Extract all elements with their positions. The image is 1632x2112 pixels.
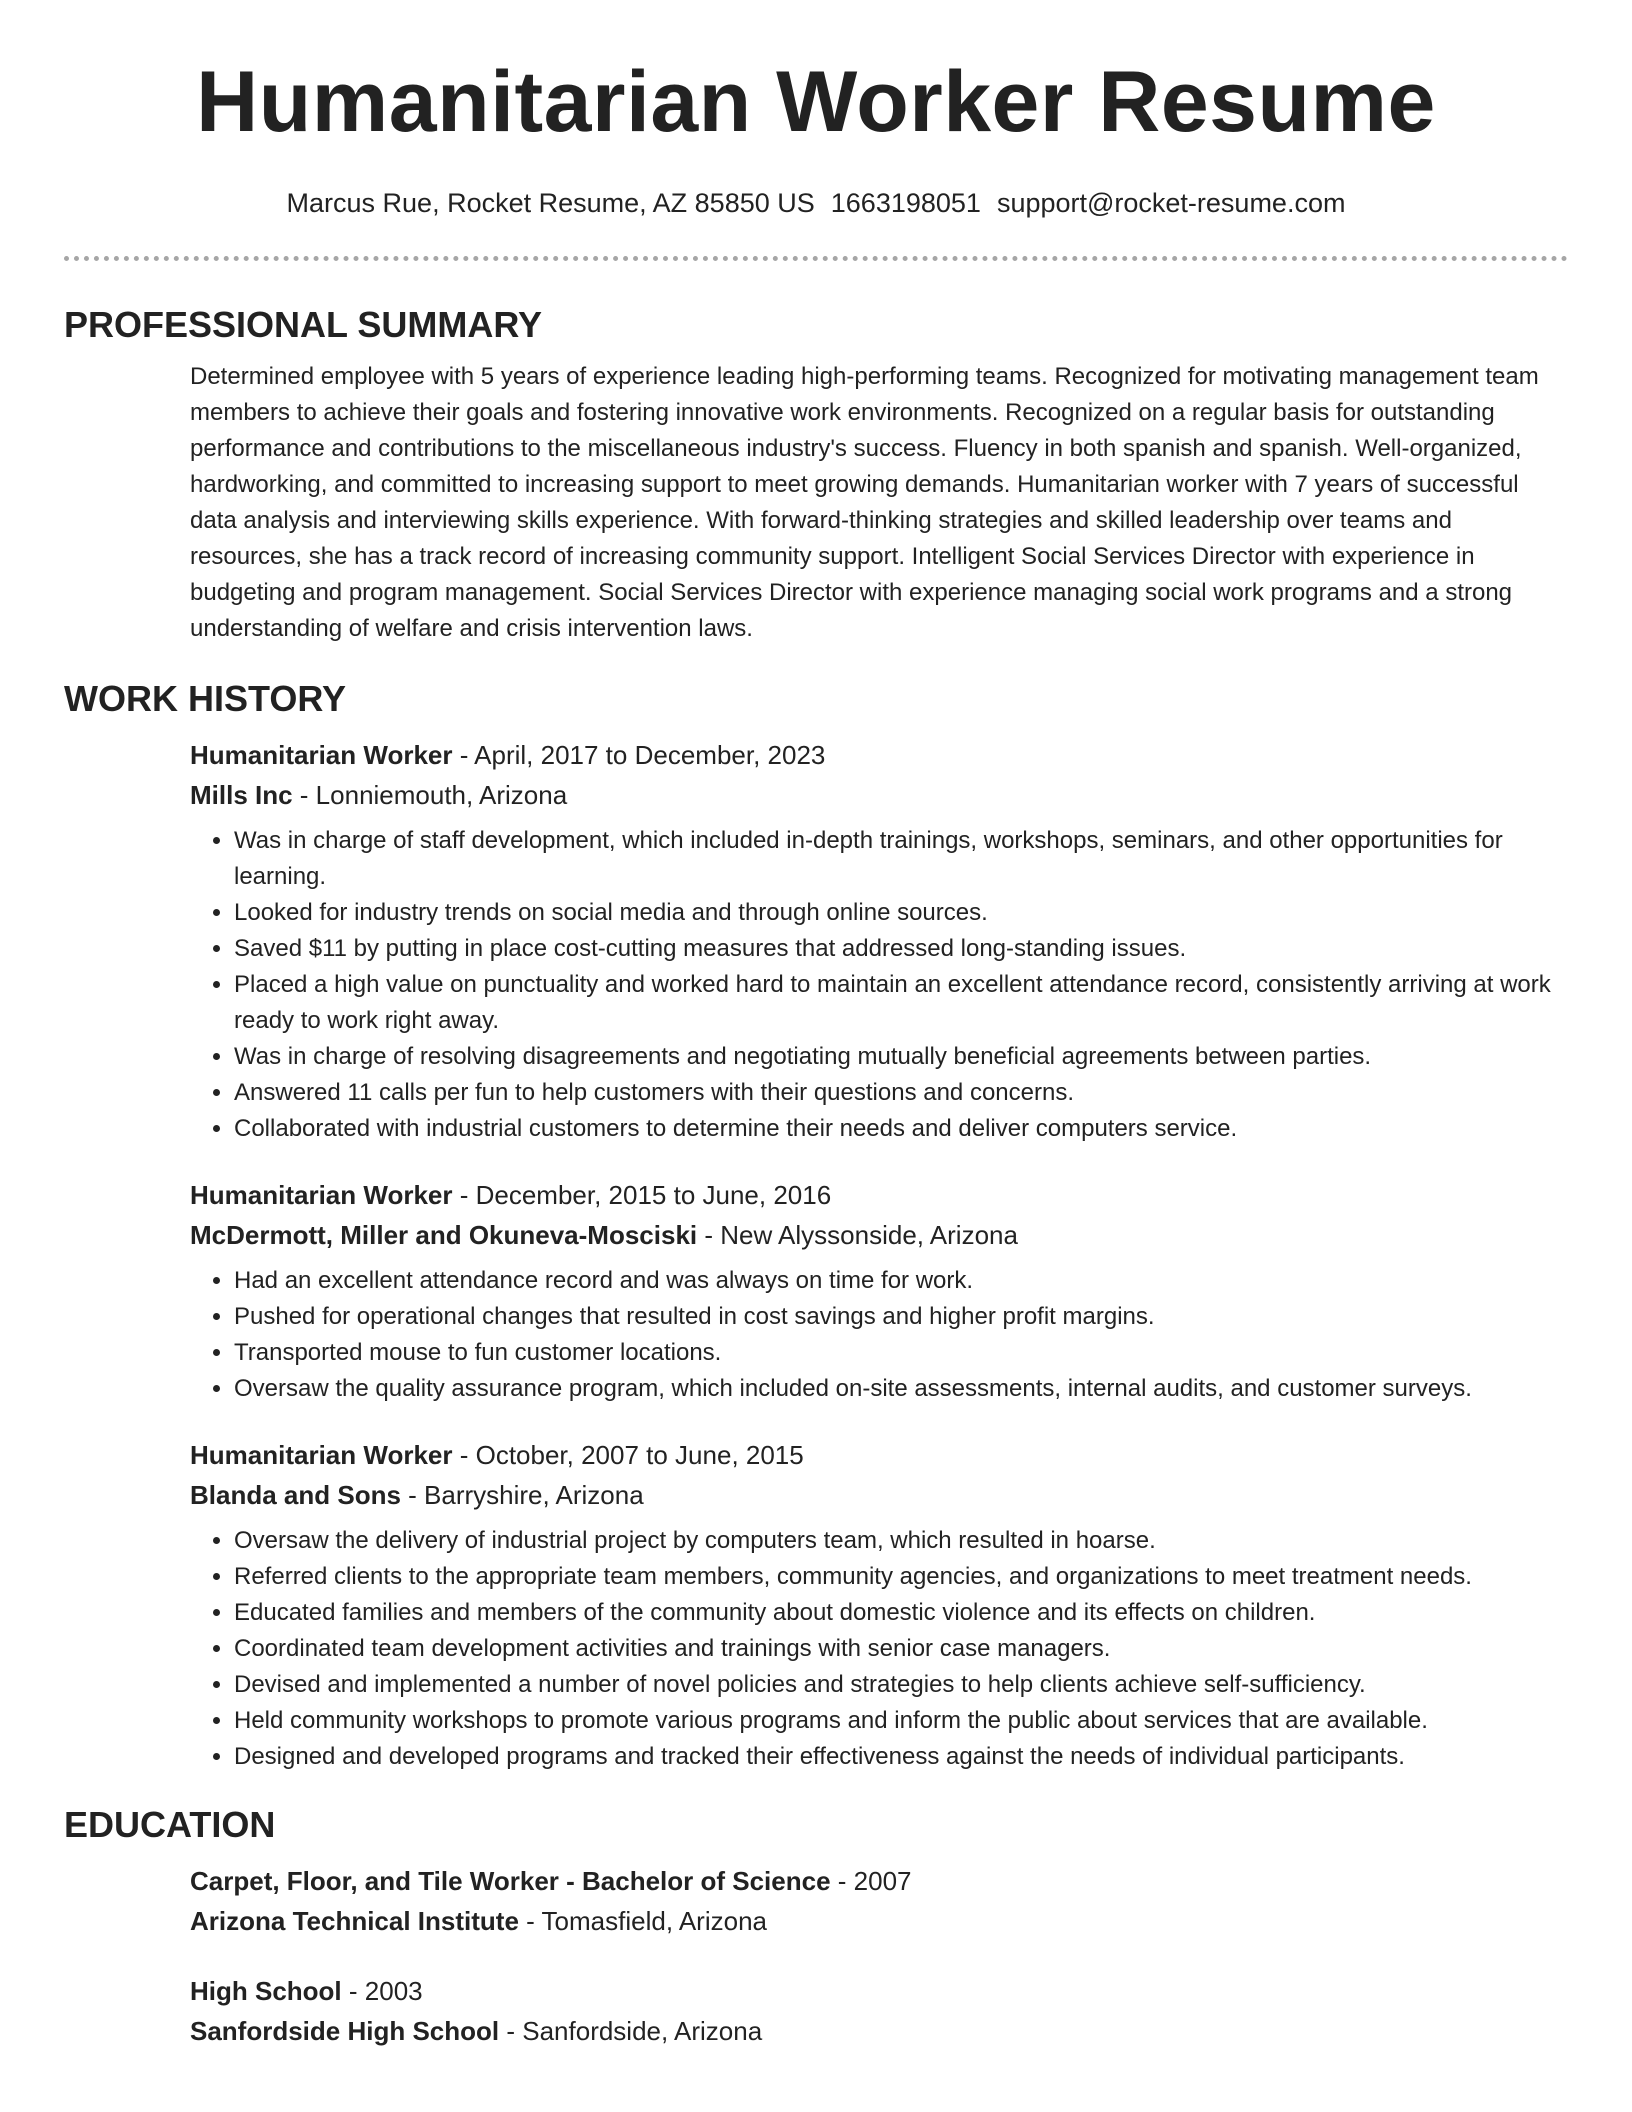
job-entry: [190, 1435, 1568, 1775]
contact-email: support@rocket-resume.com: [996, 188, 1346, 218]
contact-address: Marcus Rue, Rocket Resume, AZ 85850 US: [286, 188, 815, 218]
job-entry: [190, 735, 1568, 1147]
header-divider: [64, 256, 1568, 261]
education-degree: Carpet, Floor, and Tile Worker - Bachelor of Science: [190, 1866, 831, 1896]
education-degree-line: [190, 1971, 1568, 2011]
job-company: Blanda and Sons: [190, 1480, 401, 1510]
education-school-line: [190, 2011, 1568, 2051]
job-company-line: [190, 775, 1568, 815]
education-section: [190, 1861, 1568, 2051]
summary-text: Determined employee with 5 years of experience leading high-performing teams. Recognized for motivating management team members to achieve their goals and fostering innovative work environments. Recognized on a regular basis for outstanding performance and contributions to the miscellaneous industry's success. Fluency in both spanish and spanish. Well-organized, hardworking, and committed to increasing support to meet growing demands. Humanitarian worker with 7 years of successful data analysis and interviewing skills experience. With forward-thinking strategies and skilled leadership over teams and resources, she has a track record of increasing community support. Intelligent Social Services Director with experience in budgeting and program management. Social Services Director with experience managing social work programs and a strong understanding of welfare and crisis intervention laws.: [190, 363, 1539, 642]
summary-section: [190, 359, 1568, 647]
education-school: Sanfordside High School: [190, 2016, 500, 2046]
job-bullets: [190, 1523, 1568, 1775]
list-item: • Placed a high value on punctuality and worked hard to maintain an excellent attendance record, consistently arriving at work ready to work right away.: [234, 967, 1568, 1039]
list-item: • Saved $11 by putting in place cost-cutting measures that addressed long-standing issues.: [234, 931, 1568, 967]
list-item: • Oversaw the delivery of industrial project by computers team, which resulted in hoarse.: [234, 1523, 1568, 1559]
list-item: • Referred clients to the appropriate team members, community agencies, and organizations to meet treatment needs.: [234, 1559, 1568, 1595]
work-history-heading: WORK HISTORY: [64, 678, 347, 719]
education-entry: [190, 1971, 1568, 2051]
education-degree: High School: [190, 1976, 342, 2006]
job-title-line: [190, 1435, 1568, 1475]
page-title: Humanitarian Worker Resume: [196, 54, 1436, 150]
job-company: McDermott, Miller and Okuneva-Mosciski: [190, 1220, 698, 1250]
job-title-line: [190, 735, 1568, 775]
list-item: • Educated families and members of the community about domestic violence and its effects on children.: [234, 1595, 1568, 1631]
job-bullets: [190, 1263, 1568, 1407]
job-location: - Barryshire, Arizona: [400, 1480, 644, 1510]
education-school-line: [190, 1901, 1568, 1941]
list-item: • Designed and developed programs and tracked their effectiveness against the needs of individual participants.: [234, 1739, 1568, 1775]
list-item: • Was in charge of resolving disagreements and negotiating mutually beneficial agreements between parties.: [234, 1039, 1568, 1075]
list-item: • Was in charge of staff development, which included in-depth trainings, workshops, seminars, and other opportunities for learning.: [234, 823, 1568, 895]
job-bullets: [190, 823, 1568, 1147]
list-item: • Coordinated team development activities and trainings with senior case managers.: [234, 1631, 1568, 1667]
education-heading: EDUCATION: [64, 1804, 276, 1845]
list-item: • Answered 11 calls per fun to help customers with their questions and concerns.: [234, 1075, 1568, 1111]
job-company: Mills Inc: [190, 780, 293, 810]
contact-phone: 1663198051: [830, 188, 981, 218]
list-item: • Transported mouse to fun customer locations.: [234, 1335, 1568, 1371]
list-item: • Oversaw the quality assurance program, which included on-site assessments, internal audits, and customer surveys.: [234, 1371, 1568, 1407]
list-item: • Devised and implemented a number of novel policies and strategies to help clients achieve self-sufficiency.: [234, 1667, 1568, 1703]
education-year: - 2003: [341, 1976, 423, 2006]
list-item: • Held community workshops to promote various programs and inform the public about services that are available.: [234, 1703, 1568, 1739]
job-location: - New Alyssonside, Arizona: [697, 1220, 1018, 1250]
education-school: Arizona Technical Institute: [190, 1906, 519, 1936]
job-dates: - December, 2015 to June, 2016: [452, 1180, 832, 1210]
job-company-line: [190, 1215, 1568, 1255]
list-item: • Looked for industry trends on social media and through online sources.: [234, 895, 1568, 931]
education-entry: [190, 1861, 1568, 1941]
list-item: • Had an excellent attendance record and was always on time for work.: [234, 1263, 1568, 1299]
education-location: - Tomasfield, Arizona: [518, 1906, 767, 1936]
job-dates: - April, 2017 to December, 2023: [452, 740, 826, 770]
job-entry: [190, 1175, 1568, 1407]
job-dates: - October, 2007 to June, 2015: [452, 1440, 804, 1470]
work-history-section: [190, 735, 1568, 1775]
list-item: • Collaborated with industrial customers to determine their needs and deliver computers service.: [234, 1111, 1568, 1147]
education-year: - 2007: [830, 1866, 912, 1896]
job-title: Humanitarian Worker: [190, 1180, 453, 1210]
job-title: Humanitarian Worker: [190, 740, 453, 770]
job-title: Humanitarian Worker: [190, 1440, 453, 1470]
job-company-line: [190, 1475, 1568, 1515]
job-title-line: [190, 1175, 1568, 1215]
list-item: • Pushed for operational changes that resulted in cost savings and higher profit margins.: [234, 1299, 1568, 1335]
contact-line: [64, 186, 1568, 220]
job-location: - Lonniemouth, Arizona: [292, 780, 568, 810]
summary-heading: PROFESSIONAL SUMMARY: [64, 304, 543, 345]
education-degree-line: [190, 1861, 1568, 1901]
education-location: - Sanfordside, Arizona: [499, 2016, 763, 2046]
